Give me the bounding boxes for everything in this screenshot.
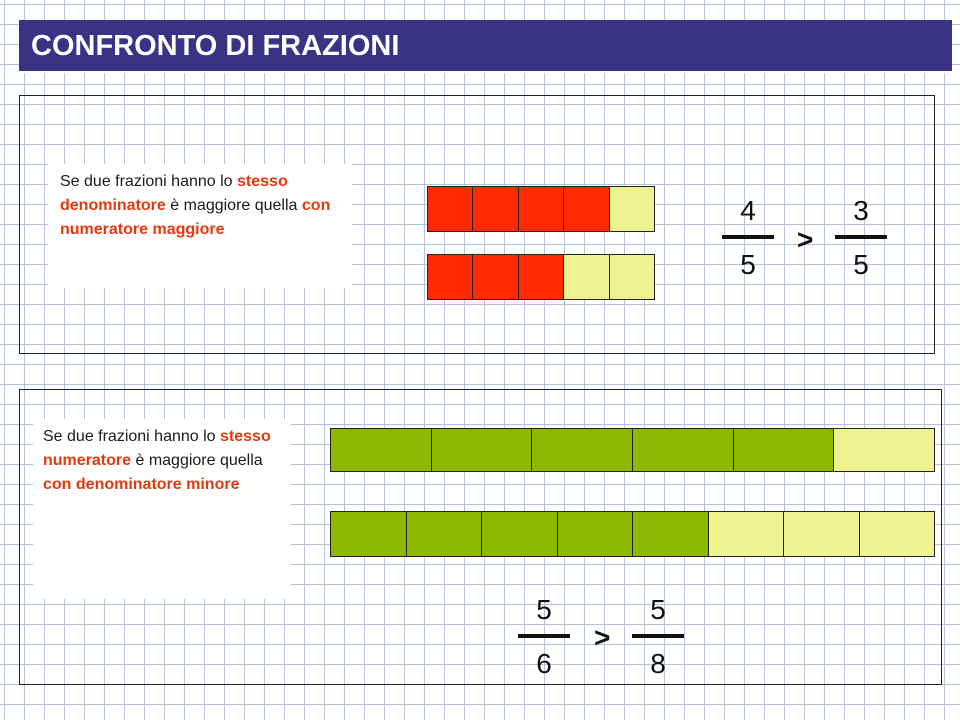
bar-part-filled (472, 254, 518, 300)
bar-part-filled (431, 428, 533, 472)
bar-part-filled (330, 511, 407, 557)
note-text: è maggiore quella (165, 197, 302, 214)
bar-part-filled (427, 186, 473, 232)
note-highlight: stesso numeratore (43, 428, 271, 469)
bar-part-filled (427, 254, 473, 300)
greater-than-sign: > (594, 622, 611, 653)
note-highlight: stesso denominatore (60, 173, 288, 214)
fraction-line (518, 634, 570, 638)
note-text: Se due frazioni hanno lo (60, 173, 238, 190)
denominator: 5 (853, 249, 869, 280)
denominator: 6 (536, 648, 552, 679)
rule-note-same-numerator (33, 419, 291, 599)
bar-part-empty (609, 254, 655, 300)
fraction-bar-five-sixths (330, 428, 935, 472)
bar-part-empty (783, 511, 860, 557)
rule-note-same-denominator (48, 164, 352, 288)
note-highlight: con denominatore minore (43, 476, 240, 493)
bar-part-filled (518, 254, 564, 300)
fraction-left (720, 195, 776, 285)
bar-part-filled (632, 428, 734, 472)
bar-part-filled (632, 511, 709, 557)
note-highlight: con numeratore maggiore (60, 197, 331, 238)
bar-part-filled (733, 428, 835, 472)
bar-part-empty (833, 428, 935, 472)
bar-part-filled (481, 511, 558, 557)
fraction-bar-three-fifths (427, 254, 655, 300)
note-text: Se due frazioni hanno lo (43, 428, 221, 445)
note-text: è maggiore quella (131, 452, 263, 469)
bar-part-filled (557, 511, 634, 557)
fraction-right (833, 195, 889, 285)
fraction-line (632, 634, 684, 638)
bar-part-filled (518, 186, 564, 232)
numerator: 5 (650, 594, 666, 625)
bar-part-filled (472, 186, 518, 232)
bar-part-filled (406, 511, 483, 557)
page-title: CONFRONTO DI FRAZIONI (19, 20, 952, 73)
numerator: 5 (536, 594, 552, 625)
bar-part-empty (708, 511, 785, 557)
fraction-right (630, 594, 686, 684)
fraction-bar-five-eighths (330, 511, 935, 557)
bar-part-filled (531, 428, 633, 472)
bar-part-filled (330, 428, 432, 472)
fraction-bar-four-fifths (427, 186, 655, 232)
fraction-line (722, 235, 774, 239)
numerator: 4 (740, 195, 756, 226)
greater-than-sign: > (797, 224, 814, 255)
bar-part-empty (609, 186, 655, 232)
fraction-line (835, 235, 887, 239)
numerator: 3 (853, 195, 869, 226)
denominator: 8 (650, 648, 666, 679)
bar-part-empty (859, 511, 936, 557)
bar-part-filled (563, 186, 609, 232)
denominator: 5 (740, 249, 756, 280)
fraction-left (516, 594, 572, 684)
bar-part-empty (563, 254, 609, 300)
